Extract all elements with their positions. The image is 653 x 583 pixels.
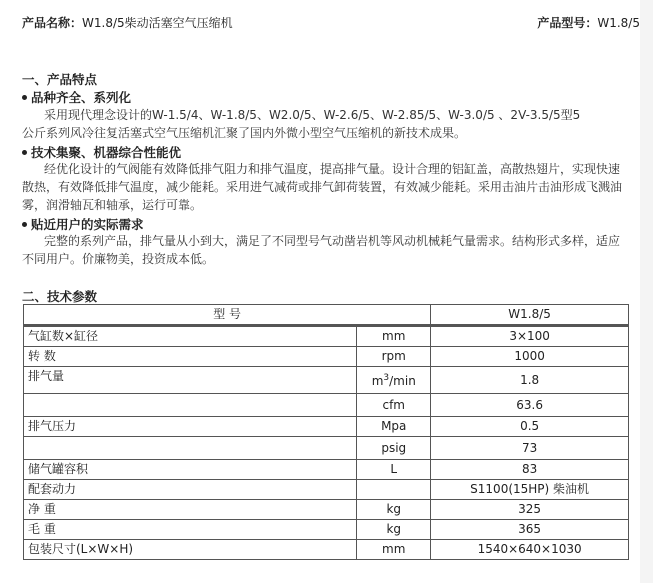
product-model-label: 产品型号： [537, 15, 598, 30]
feature-paragraph-1 [22, 106, 634, 142]
param-unit: mm [357, 540, 431, 560]
product-name [22, 14, 233, 31]
section-title-specs: 二、技术参数 [22, 289, 98, 304]
param-unit [357, 367, 431, 394]
table-row [24, 417, 629, 437]
param-value: 73 [431, 437, 629, 460]
param-value: 325 [431, 500, 629, 520]
spec-table [23, 304, 629, 560]
table-row [24, 460, 629, 480]
param-value: 365 [431, 520, 629, 540]
feature-3-line-2: 不同用户。价廉物美，投资成本低。 [22, 252, 215, 266]
feature-title-3-text: 贴近用户的实际需求 [31, 217, 144, 232]
feature-1-line-2: 公斤系列风冷往复活塞式空气压缩机汇聚了国内外微小型空气压缩机的新技术成果。 [22, 126, 467, 140]
feature-title-2-text: 技术集聚、机器综合性能优 [31, 145, 182, 160]
param-name: 配套动力 [24, 480, 357, 500]
bullet-icon [22, 222, 27, 227]
bullet-icon [22, 95, 27, 100]
table-row [24, 437, 629, 460]
feature-paragraph-2 [22, 160, 634, 214]
param-unit: cfm [357, 394, 431, 417]
table-row [24, 347, 629, 367]
param-value: 1540×640×1030 [431, 540, 629, 560]
feature-title-1 [22, 88, 131, 106]
param-name: 转 数 [24, 347, 357, 367]
product-name-value: W1.8/5柴动活塞空气压缩机 [82, 15, 233, 30]
table-row [24, 480, 629, 500]
feature-1-line-1: 采用现代理念设计的W-1.5/4、W-1.8/5、W2.0/5、W-2.6/5、W-2.85/5、W-3.0/5 、2V-3.5/5型5 [44, 108, 581, 122]
feature-2-line-3: 雾，润滑轴瓦和轴承，运行可靠。 [22, 198, 203, 212]
param-value: 0.5 [431, 417, 629, 437]
param-unit: Mpa [357, 417, 431, 437]
feature-2-line-2: 散热，有效降低排气温度，减少能耗。采用进气减荷或排气卸荷装置，有效减少能耗。采用击油片击油形成飞溅油 [22, 180, 623, 194]
param-unit [357, 480, 431, 500]
bullet-icon [22, 150, 27, 155]
param-unit: kg [357, 500, 431, 520]
param-value: 3×100 [431, 326, 629, 347]
param-name: 排气量 [24, 367, 357, 394]
param-name [24, 394, 357, 417]
product-header [22, 12, 640, 32]
product-model-value: W1.8/5 [597, 15, 640, 30]
table-row [24, 326, 629, 347]
table-row [24, 367, 629, 394]
param-name: 储气罐容积 [24, 460, 357, 480]
table-header-row [24, 305, 629, 326]
param-unit: kg [357, 520, 431, 540]
unit-superscript: 3 [383, 373, 390, 383]
feature-3-line-1: 完整的系列产品，排气量从小到大，满足了不同型号气动凿岩机等风动机械耗气量需求。结构形式多样，适应 [44, 234, 621, 248]
param-name: 包装尺寸(L×W×H) [24, 540, 357, 560]
product-name-label: 产品名称： [22, 15, 83, 30]
product-model [537, 14, 640, 31]
param-value: 83 [431, 460, 629, 480]
table-header-label: 型 号 [24, 305, 431, 326]
table-row [24, 394, 629, 417]
param-value: 63.6 [431, 394, 629, 417]
feature-title-2 [22, 143, 181, 161]
param-value: 1.8 [431, 367, 629, 394]
page-edge-strip [640, 0, 653, 583]
param-name: 净 重 [24, 500, 357, 520]
section-title-features: 一、产品特点 [22, 72, 98, 87]
param-name [24, 437, 357, 460]
param-unit: rpm [357, 347, 431, 367]
param-unit: psig [357, 437, 431, 460]
feature-2-line-1: 经优化设计的气阀能有效降低排气阻力和排气温度，提高排气量。设计合理的铝缸盖，高散热翅片，实现快速 [44, 162, 621, 176]
param-name: 排气压力 [24, 417, 357, 437]
param-name: 毛 重 [24, 520, 357, 540]
feature-paragraph-3 [22, 232, 634, 268]
feature-title-1-text: 品种齐全、系列化 [31, 90, 132, 105]
param-unit: L [357, 460, 431, 480]
param-name: 气缸数×缸径 [24, 326, 357, 347]
table-header-value: W1.8/5 [431, 305, 629, 326]
feature-title-3 [22, 215, 144, 233]
param-value: S1100(15HP) 柴油机 [431, 480, 629, 500]
unit-base: m [371, 374, 384, 388]
table-row [24, 500, 629, 520]
param-unit: mm [357, 326, 431, 347]
unit-tail: /min [389, 374, 416, 388]
table-row [24, 540, 629, 560]
param-value: 1000 [431, 347, 629, 367]
table-row [24, 520, 629, 540]
